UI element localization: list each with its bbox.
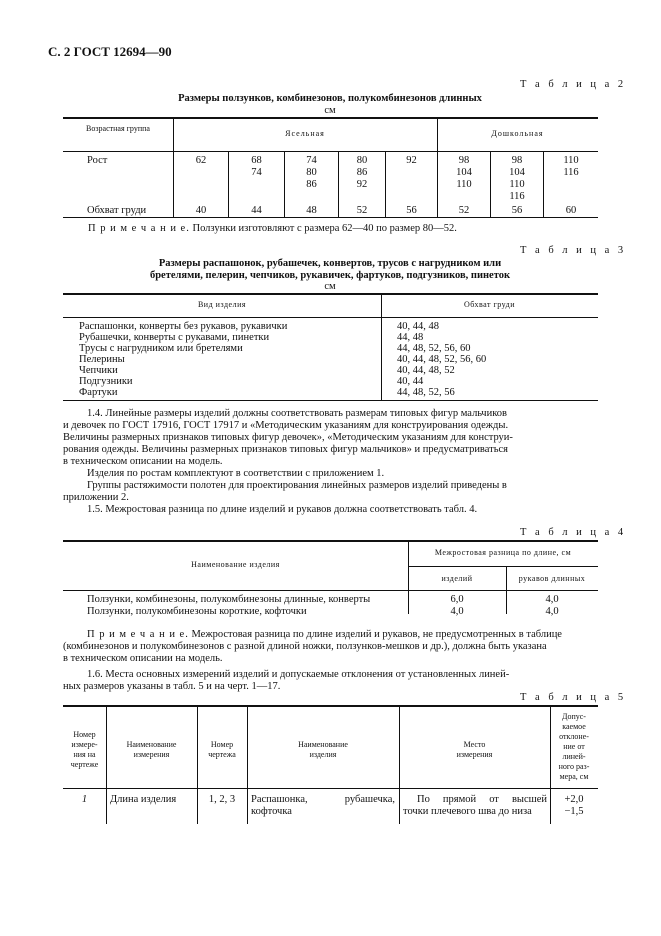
table2-label: Т а б л и ц а 2 [520, 79, 627, 90]
table2-bottom-border [63, 217, 598, 218]
table3-row-value: 40, 44, 48, 52 [397, 365, 455, 376]
table4-col-name: Наименование изделия [191, 560, 280, 569]
table2-height-cell: 74 80 86 [306, 155, 317, 190]
table3-title-line2: бретелями, пелерин, чепчиков, рукавичек, фартуков, подгузников, пинеток [149, 270, 511, 281]
table3-title-line1: Размеры распашонок, рубашечек, конвертов, трусов с нагрудником или [158, 258, 502, 269]
table3-unit: см [324, 281, 336, 292]
table3-row-name: Чепчики [79, 365, 118, 376]
table2-height-cell: 92 [406, 155, 417, 166]
table2-chest-cell: 44 [251, 205, 262, 216]
table3-row-name: Рубашечки, конверты с рукавами, пинетки [79, 332, 270, 343]
table2-row-height-label: Рост [87, 155, 108, 166]
paragraph-1-6: 1.6. Места основных измерений изделий и допускаемые отклонения от установленных линей- ных размеров указаны в табл. 5 и на черт. 1—17. [63, 669, 510, 692]
table2-title: Размеры ползунков, комбинезонов, полукомбинезонов длинных [178, 93, 482, 104]
table2-group-1: Ясельная [285, 129, 325, 138]
table3-col-name: Вид изделия [197, 300, 247, 309]
table5-head-place: Место измерения [456, 740, 493, 759]
table2-chest-cell: 52 [458, 205, 470, 216]
table4-row-items: 4,0 [450, 606, 464, 617]
table3-row-name: Трусы с нагрудником или бретелями [79, 343, 243, 354]
paragraph-growth: Изделия по ростам комплектуют в соответствии с приложением 1. [87, 468, 385, 479]
table4-row-sleeves: 4,0 [545, 594, 559, 605]
table2-chest-cell: 48 [306, 205, 317, 216]
table2-unit: см [324, 105, 336, 116]
table5-label: Т а б л и ц а 5 [520, 692, 627, 703]
table3-row-value: 40, 44 [397, 376, 424, 387]
table3-row-name: Фартуки [79, 387, 118, 398]
table3-row-value: 40, 44, 48 [397, 321, 439, 332]
table5-row-place: По прямой от высшей точки плечевого шва до низа [403, 794, 547, 817]
table3-label: Т а б л и ц а 3 [520, 245, 627, 256]
table4-row-items: 6,0 [450, 594, 464, 605]
paragraph-stretch-groups: Группы растяжимости полотен для проектирования линейных размеров изделий приведены в приложении 2. [63, 480, 507, 503]
table2-height-cell: 68 74 [251, 155, 262, 178]
table3-row-name: Пелерины [79, 354, 125, 365]
table4-sub-items: изделий [441, 574, 473, 583]
table2-height-cell: 62 [195, 155, 207, 166]
table5-row-num: 1 [81, 794, 88, 805]
table3-row-value: 44, 48 [397, 332, 424, 343]
page-header: С. 2 ГОСТ 12694—90 [48, 44, 172, 59]
table5-head-tolerance: Допус- каемое отклоне- ние от линей- ного раз- мера, см [558, 712, 590, 781]
table2-chest-cell: 40 [195, 205, 207, 216]
table2-height-cell: 110 116 [563, 155, 579, 178]
table3-col-chest: Обхват груди [463, 300, 516, 309]
table3-row-name: Подгузники [79, 376, 133, 387]
table5-head-num: Номер измере- ния на чертеже [70, 730, 99, 769]
table2-chest-cell: 60 [565, 205, 577, 216]
table2-chest-cell: 52 [356, 205, 368, 216]
table4-row-name: Ползунки, комбинезоны, полукомбинезоны длинные, конверты [87, 594, 371, 605]
table2-chest-cell: 56 [511, 205, 523, 216]
table4-row-name: Ползунки, полукомбинезоны короткие, кофточки [87, 606, 307, 617]
table5-head-drawing: Номер чертежа [208, 740, 236, 759]
table4-row-sleeves: 4,0 [545, 606, 559, 617]
table2-top-border [63, 117, 598, 119]
paragraph-1-4: 1.4. Линейные размеры изделий должны соответствовать размерам типовых фигур мальчиков и девочек по ГОСТ 17916, ГОСТ 17917 и «Методическим указаниям для конструирования одежды. Величины размерных признаков типовых фигур девочек», «Методическим указаниям для конструи- рования одежды. Величины размерных признаков типовых фигур мальчиков» и предусматриваться в техническом описании на модель. [63, 408, 513, 467]
table5-row-tolerance: +2,0 −1,5 [564, 794, 584, 817]
table2-height-cell: 98 104 110 116 [509, 155, 525, 202]
table5-row-item: Распашонка, рубашечка, кофточка [251, 794, 395, 817]
table2-row-chest-label: Обхват груди [87, 205, 147, 216]
table2-height-cell: 80 86 92 [356, 155, 368, 190]
table2-col-head: Возрастная группа [86, 124, 150, 133]
table5-row-measure: Длина изделия [110, 794, 177, 805]
table4-label: Т а б л и ц а 4 [520, 527, 627, 538]
table5-head-item: Наименование изделия [298, 740, 348, 759]
table2-note: П р и м е ч а н и е. Ползунки изготовляют с размера 62—40 по размер 80—52. [88, 223, 457, 234]
table2-chest-cell: 56 [406, 205, 417, 216]
paragraph-1-5: 1.5. Межростовая разница по длине изделий и рукавов должна соответствовать табл. 4. [87, 504, 478, 515]
table2-group-2: Дошкольная [491, 129, 544, 138]
table4-sub-sleeves: рукавов длинных [518, 574, 586, 583]
table4-note: П р и м е ч а н и е. Межростовая разница по длине изделий и рукавов, не предусмотренных в таблице (комбинезонов и полукомбинезонов с разной длиной ножки, ползунков-мешков и др.), должна быть указана в техническом описании на модель. [63, 629, 562, 664]
table5-row-drawing: 1, 2, 3 [208, 794, 236, 805]
table2-height-cell: 98 104 110 [456, 155, 472, 190]
table5-head-measure: Наименование измерения [126, 740, 177, 759]
table3-row-value: 44, 48, 52, 56 [397, 387, 455, 398]
table4-col-diff: Межростовая разница по длине, см [434, 548, 572, 557]
table2-head-border [63, 151, 598, 152]
table3-row-name: Распашонки, конверты без рукавов, рукавички [79, 321, 288, 332]
table3-row-value: 44, 48, 52, 56, 60 [397, 343, 471, 354]
table3-row-value: 40, 44, 48, 52, 56, 60 [397, 354, 487, 365]
